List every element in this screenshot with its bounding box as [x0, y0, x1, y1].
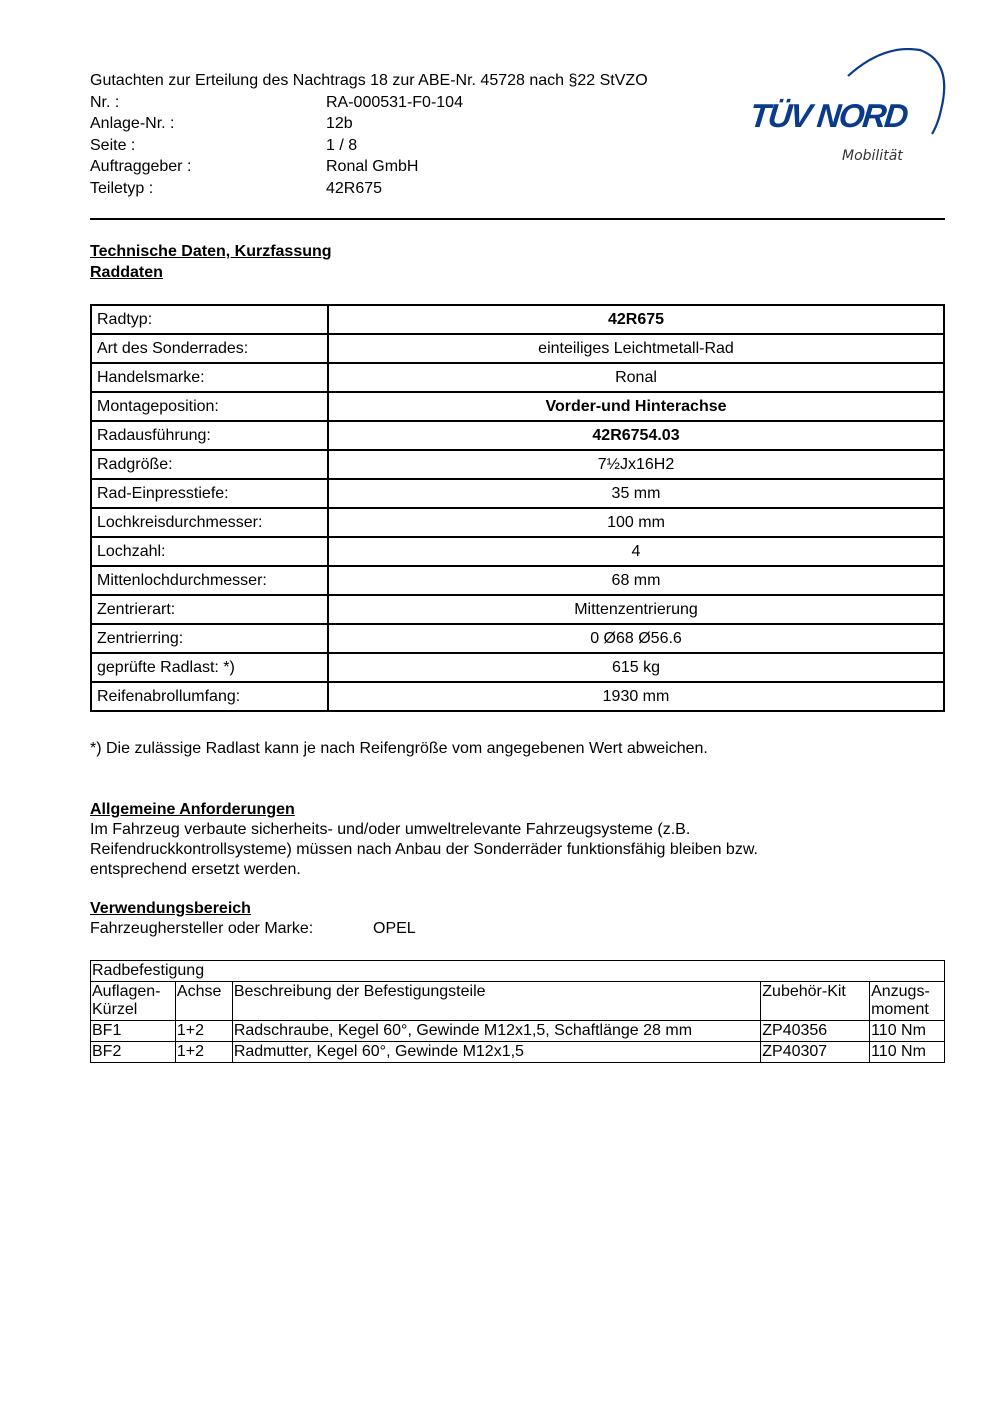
row-value: 35 mm [328, 479, 944, 508]
header-label: Teiletyp : [90, 179, 154, 197]
manufacturer-line [90, 920, 416, 938]
header-line: moment [871, 1001, 929, 1018]
header-label: Auftraggeber : [90, 158, 192, 175]
table-row [91, 508, 944, 537]
logo-brand: TÜV NORD [748, 97, 909, 134]
table-cell: BF1 [91, 1021, 176, 1042]
table-row [91, 595, 944, 624]
table-row [91, 1042, 945, 1063]
mounting-header-row [91, 982, 945, 1021]
row-label: Lochkreisdurchmesser: [91, 508, 328, 537]
table-cell: Radschraube, Kegel 60°, Gewinde M12x1,5, Schaftlänge 28 mm [232, 1021, 760, 1042]
header-value: RA-000531-F0-104 [326, 93, 463, 111]
table-row [91, 334, 944, 363]
wheel-data-table [90, 304, 945, 712]
table-row [91, 305, 944, 334]
header-row-seite [90, 135, 740, 157]
mounting-caption: Radbefestigung [91, 961, 945, 982]
table-cell: 110 Nm [870, 1042, 945, 1063]
header-cell-zubehoer [761, 982, 870, 1021]
row-label: Radausführung: [91, 421, 328, 450]
row-label: Handelsmarke: [91, 363, 328, 392]
table-row [91, 479, 944, 508]
header-value: Ronal GmbH [326, 158, 419, 175]
header-label: Anlage-Nr. : [90, 115, 175, 132]
header-value: 12b [326, 115, 353, 132]
row-value: 68 mm [328, 566, 944, 595]
table-row [91, 566, 944, 595]
mounting-caption-row [91, 961, 945, 982]
header-row-anlage [90, 113, 740, 135]
row-label: Reifenabrollumfang: [91, 682, 328, 711]
table-row [91, 392, 944, 421]
table-cell: ZP40307 [761, 1042, 870, 1063]
header-row-auftraggeber [90, 156, 740, 178]
table-cell: ZP40356 [761, 1021, 870, 1042]
header-title [90, 70, 740, 92]
row-label: geprüfte Radlast: *) [91, 653, 328, 682]
row-value: Mittenzentrierung [328, 595, 944, 624]
table-cell: 110 Nm [870, 1021, 945, 1042]
table-row [91, 421, 944, 450]
header-cell-beschreibung [232, 982, 760, 1021]
row-label: Mittenlochdurchmesser: [91, 566, 328, 595]
section-title-verwendungsbereich: Verwendungsbereich [90, 900, 251, 917]
header-row-nr [90, 92, 740, 114]
table-cell: 1+2 [175, 1021, 232, 1042]
row-value: 0 Ø68 Ø56.6 [328, 624, 944, 653]
tuv-nord-logo [748, 48, 948, 173]
paragraph-line: Im Fahrzeug verbaute sicherheits- und/oder umweltrelevante Fahrzeugsysteme (z.B. [90, 821, 691, 838]
footnote: *) Die zulässige Radlast kann je nach Reifengröße vom angegebenen Wert abweichen. [90, 740, 708, 757]
header-divider [90, 218, 945, 220]
row-label: Zentrierart: [91, 595, 328, 624]
row-label: Rad-Einpresstiefe: [91, 479, 328, 508]
section-title-anforderungen: Allgemeine Anforderungen [90, 801, 295, 818]
table-row [91, 1021, 945, 1042]
table-row [91, 363, 944, 392]
header-line: Kürzel [92, 1001, 138, 1018]
header-title-text: Gutachten zur Erteilung des Nachtrags 18 zur ABE-Nr. 45728 nach §22 StVZO [90, 72, 648, 89]
header-label: Nr. : [90, 93, 120, 111]
row-label: Art des Sonderrades: [91, 334, 328, 363]
table-row [91, 682, 944, 711]
header-line: Anzugs- [871, 983, 930, 1000]
row-value: 42R6754.03 [328, 421, 944, 450]
section-title-technische-daten: Technische Daten, Kurzfassung [90, 243, 332, 260]
row-value: Vorder-und Hinterachse [328, 392, 944, 421]
section-subtitle-raddaten: Raddaten [90, 264, 163, 281]
row-label: Zentrierring: [91, 624, 328, 653]
manufacturer-label: Fahrzeughersteller oder Marke: [90, 920, 314, 937]
header-line: Beschreibung der Befestigungsteile [233, 983, 486, 1000]
header-value: 1 / 8 [326, 136, 358, 154]
table-row [91, 450, 944, 479]
header-line: Auflagen- [92, 983, 161, 1000]
row-value: einteiliges Leichtmetall-Rad [328, 334, 944, 363]
row-label: Lochzahl: [91, 537, 328, 566]
header-value: 42R675 [326, 179, 383, 197]
table-row [91, 624, 944, 653]
mounting-table [90, 960, 945, 1063]
requirements-paragraph [90, 820, 945, 880]
table-cell: Radmutter, Kegel 60°, Gewinde M12x1,5 [232, 1042, 760, 1063]
row-value: 615 kg [328, 653, 944, 682]
header-row-teiletyp [90, 178, 740, 200]
header-cell-anzugsmoment [870, 982, 945, 1021]
manufacturer-value: OPEL [373, 920, 416, 937]
row-value: 100 mm [328, 508, 944, 537]
row-value: 42R675 [328, 305, 944, 334]
table-row [91, 653, 944, 682]
row-label: Radtyp: [91, 305, 328, 334]
table-cell: BF2 [91, 1042, 176, 1063]
row-value: 7½Jx16H2 [328, 450, 944, 479]
table-cell: 1+2 [175, 1042, 232, 1063]
logo-subtitle: Mobilität [842, 148, 903, 164]
paragraph-line: Reifendruckkontrollsysteme) müssen nach Anbau der Sonderräder funktionsfähig bleiben bzw. [90, 841, 758, 858]
paragraph-line: entsprechend ersetzt werden. [90, 861, 301, 878]
row-value: 1930 mm [328, 682, 944, 711]
row-label: Radgröße: [91, 450, 328, 479]
table-row [91, 537, 944, 566]
document-header [90, 70, 740, 199]
header-cell-auflagen [91, 982, 176, 1021]
row-value: Ronal [328, 363, 944, 392]
row-value: 4 [328, 537, 944, 566]
header-line: Zubehör-Kit [762, 983, 846, 1000]
header-label: Seite : [90, 136, 136, 154]
header-cell-achse [175, 982, 232, 1021]
row-label: Montageposition: [91, 392, 328, 421]
header-line: Achse [176, 983, 222, 1000]
